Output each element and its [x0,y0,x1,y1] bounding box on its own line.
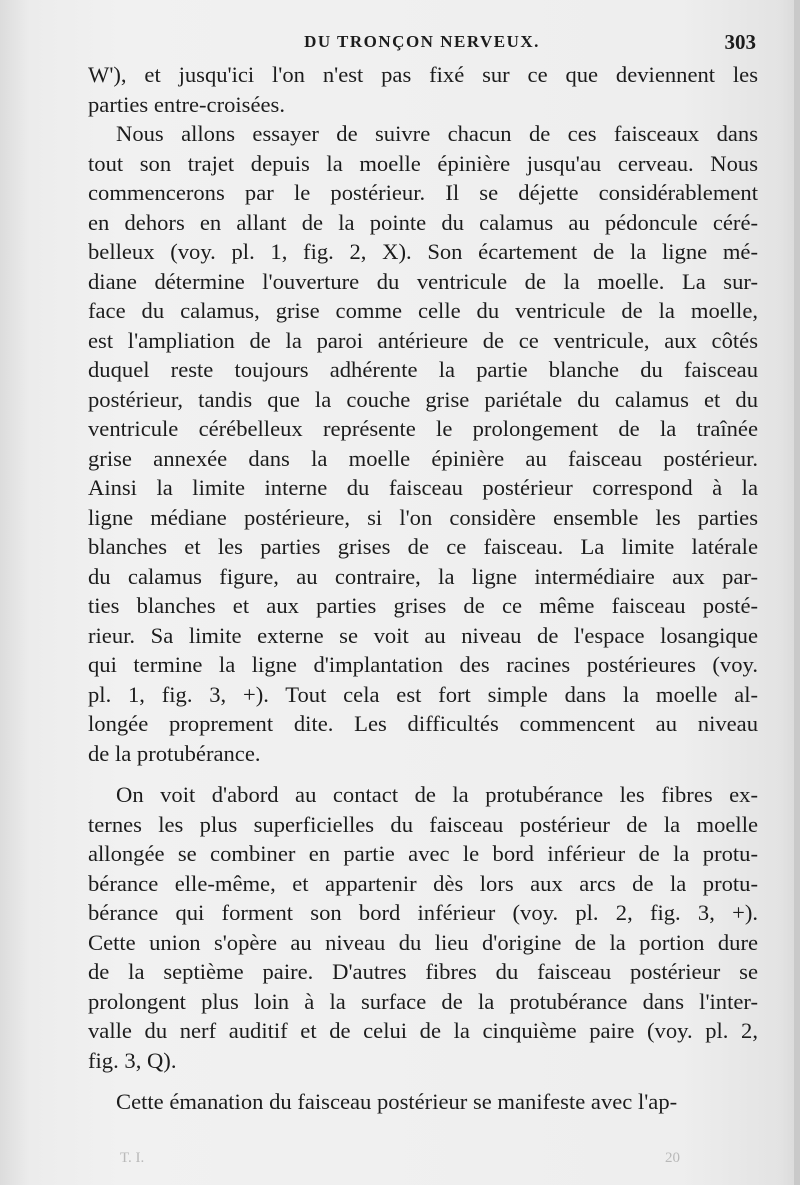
text-line: qui termine la ligne d'implantation des racines postérieures (voy. [88,652,758,677]
paragraph-gap [88,768,758,780]
text-line: ternes les plus superficielles du faisceau postérieur de la moelle [88,811,758,837]
text-line: ventricule cérébelleux représente le prolongement de la traînée [88,416,758,441]
text-line: rieur. Sa limite externe se voit au niveau de l'espace losangique [88,622,758,648]
text-line: bérance qui forment son bord inférieur (voy. pl. 2, fig. 3, +). [88,900,758,925]
text-line: bérance elle-même, et appartenir dès lors aux arcs de la protu- [88,870,758,896]
text-line: est l'ampliation de la paroi antérieure de ce ventricule, aux côtés [88,327,758,353]
text-line: Ainsi la limite interne du faisceau postérieur correspond à la [88,475,758,500]
text-line: face du calamus, grise comme celle du ventricule de la moelle, [88,298,758,323]
text-line: tout son trajet depuis la moelle épinière jusqu'au cerveau. Nous [88,150,758,176]
text-line: Cette émanation du faisceau postérieur se manifeste avec l'ap- [116,1089,678,1114]
page-edge [794,0,800,1185]
text-line: fig. 3, Q). [88,1047,177,1073]
text-line: commencerons par le postérieur. Il se déjette considérablement [88,180,758,205]
text-line: Nous allons essayer de suivre chacun de ces faisceaux dans [116,121,758,146]
text-line: parties entre-croisées. [88,91,285,117]
paragraph-gap [88,1075,758,1087]
text-line: On voit d'abord au contact de la protubérance les fibres ex- [116,782,758,807]
text-line: grise annexée dans la moelle épinière au faisceau postérieur. [88,445,758,471]
text-line: W'), et jusqu'ici l'on n'est pas fixé sur ce que deviennent les [88,62,758,87]
text-line: du calamus figure, au contraire, la ligne intermédiaire aux par- [88,563,758,589]
text-line: prolongent plus loin à la surface de la protubérance dans l'inter- [88,988,758,1014]
text-line: ties blanches et aux parties grises de ce même faisceau posté- [88,593,758,618]
page-number: 303 [724,30,756,54]
page-footer [120,1150,680,1170]
text-line: en dehors en allant de la pointe du calamus au pédoncule céré- [88,209,758,235]
text-line: postérieur, tandis que la couche grise pariétale du calamus et du [88,386,758,412]
page-header [88,30,756,60]
signature-mark: T. I. [120,1150,145,1166]
text-line: belleux (voy. pl. 1, fig. 2, X). Son écartement de la ligne mé- [88,239,758,264]
text-line: duquel reste toujours adhérente la partie blanche du faisceau [88,357,758,382]
signature-number: 20 [665,1150,680,1166]
text-line: longée proprement dite. Les difficultés commencent au niveau [88,711,758,736]
text-line: diane détermine l'ouverture du ventricule de la moelle. La sur- [88,268,758,294]
text-line: de la septième paire. D'autres fibres du faisceau postérieur se [88,959,758,984]
text-line: Cette union s'opère au niveau du lieu d'origine de la portion dure [88,929,758,955]
text-line: valle du nerf auditif et de celui de la cinquième paire (voy. pl. 2, [88,1018,758,1043]
text-line: de la protubérance. [88,740,261,766]
text-line: pl. 1, fig. 3, +). Tout cela est fort simple dans la moelle al- [88,681,758,707]
body-text [88,60,758,1117]
text-line: blanches et les parties grises de ce faisceau. La limite latérale [88,534,758,559]
running-title: DU TRONÇON NERVEUX. [304,32,540,51]
text-line: ligne médiane postérieure, si l'on considère ensemble les parties [88,504,758,530]
text-line: allongée se combiner en partie avec le bord inférieur de la protu- [88,841,758,866]
